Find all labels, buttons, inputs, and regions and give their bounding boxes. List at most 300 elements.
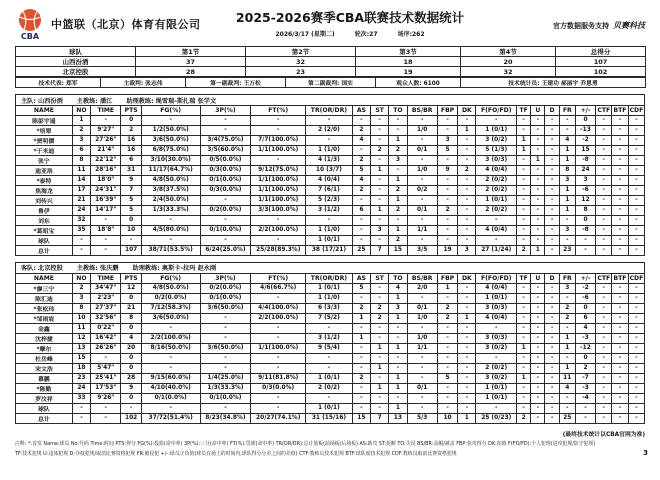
stat-cell: - — [531, 145, 545, 155]
stat-cell: - — [545, 353, 559, 363]
stat-cell: U — [531, 273, 545, 283]
game-number: 场序:262 — [397, 31, 425, 38]
stat-cell: 1 — [389, 135, 407, 145]
stat-cell: 1/0 — [407, 125, 437, 135]
stat-cell: 1/0 — [407, 165, 437, 175]
stat-cell: 北京控股 — [16, 67, 136, 77]
stat-cell: - — [545, 155, 559, 165]
stat-cell: - — [72, 413, 90, 423]
stat-cell: 2 — [559, 313, 575, 323]
stat-cell: - — [612, 205, 628, 215]
stat-cell: - — [612, 185, 628, 195]
stat-cell: - — [545, 393, 559, 403]
stat-cell: 3 (1/2) — [306, 205, 353, 215]
stat-cell: - — [545, 293, 559, 303]
stat-cell: 1 — [517, 373, 531, 383]
stat-cell: - — [407, 155, 437, 165]
stat-cell: - — [407, 195, 437, 205]
stat-cell: 1/1(100.0%) — [251, 145, 306, 155]
stat-cell: 2 (0/2) — [476, 175, 517, 185]
player-row — [16, 235, 645, 245]
stat-cell: 2 — [389, 185, 407, 195]
stat-cell: - — [407, 293, 437, 303]
stat-cell: - — [371, 175, 389, 185]
stat-cell: - — [628, 185, 644, 195]
stat-cell: - — [476, 353, 517, 363]
sponsor — [470, 8, 645, 31]
stat-cell: 1 — [371, 205, 389, 215]
stat-cell: 1/1(100.0%) — [251, 185, 306, 195]
stat-cell: - — [628, 393, 644, 403]
stat-cell: 9/15(60.0%) — [141, 373, 200, 383]
stat-cell: 4 — [352, 135, 370, 145]
stat-cell: -2 — [575, 283, 595, 293]
stat-cell: - — [306, 323, 353, 333]
stat-cell: - — [407, 353, 437, 363]
stat-cell: - — [575, 403, 595, 413]
stat-cell: - — [407, 215, 437, 225]
stat-cell: 23 — [559, 245, 575, 255]
stat-cell: - — [141, 235, 200, 245]
stat-cell: 0 — [121, 363, 141, 373]
stat-cell: 17'53" — [91, 383, 121, 393]
stat-cell: 16 — [121, 135, 141, 145]
stat-cell: - — [545, 313, 559, 323]
stat-cell: 刘传兴 — [16, 195, 73, 205]
stat-cell: - — [407, 115, 437, 125]
stat-cell: 23 — [72, 373, 90, 383]
player-row — [16, 185, 645, 195]
stat-cell: - — [407, 363, 437, 373]
player-row — [16, 215, 645, 225]
stat-cell: - — [306, 215, 353, 225]
stat-cell: - — [306, 353, 353, 363]
stat-cell: - — [407, 393, 437, 403]
stat-cell: - — [476, 323, 517, 333]
stat-cell: - — [458, 293, 476, 303]
player-row — [16, 125, 645, 135]
stat-cell: 1 (1/0) — [306, 145, 353, 155]
stat-cell: - — [559, 403, 575, 413]
stat-cell: *葛昭宝 — [16, 225, 73, 235]
stat-cell: -6 — [575, 185, 595, 195]
stat-cell: 1 — [559, 195, 575, 205]
stat-cell: D — [545, 106, 559, 116]
stat-cell: - — [531, 353, 545, 363]
stat-cell: 1 — [389, 313, 407, 323]
stat-cell: - — [612, 155, 628, 165]
stat-cell: 金鑫 — [16, 323, 73, 333]
stat-cell: 19 — [437, 245, 457, 255]
stat-cell: *邹雨宸 — [16, 313, 73, 323]
player-row — [16, 313, 645, 323]
stat-cell: 7/12(58.3%) — [141, 303, 200, 313]
stat-cell: 2 — [559, 303, 575, 313]
stat-cell: -6 — [575, 293, 595, 303]
stat-cell: - — [596, 393, 612, 403]
stat-cell: - — [517, 195, 531, 205]
stat-cell: - — [371, 373, 389, 383]
stat-cell: - — [531, 413, 545, 423]
stat-cell: 张宁 — [16, 155, 73, 165]
stat-cell: 0/1(0.0%) — [200, 393, 251, 403]
stat-cell: - — [458, 303, 476, 313]
stat-cell: 总得分 — [556, 47, 646, 57]
stat-cell: 2 — [72, 283, 90, 293]
stat-cell: 3/10(30.0%) — [141, 155, 200, 165]
stat-cell: - — [596, 245, 612, 255]
stat-cell: 3 (0/3) — [476, 155, 517, 165]
stat-cell: - — [628, 245, 644, 255]
stat-cell: 4 — [121, 333, 141, 343]
stat-cell: 1 — [559, 333, 575, 343]
stat-cell: - — [628, 125, 644, 135]
stat-cell: 0'22" — [91, 323, 121, 333]
stat-cell: - — [389, 323, 407, 333]
stat-cell: - — [628, 343, 644, 353]
stat-cell: - — [531, 175, 545, 185]
stat-cell: 1 — [458, 125, 476, 135]
stat-cell: 技术代表: 郑军 — [16, 78, 101, 88]
stat-cell: 6/8(75.0%) — [141, 145, 200, 155]
stat-cell: - — [407, 175, 437, 185]
stat-cell: 3 — [72, 135, 90, 145]
score-row — [16, 67, 646, 77]
stat-cell: 1 — [458, 413, 476, 423]
stat-cell: - — [545, 343, 559, 353]
stat-cell: - — [437, 225, 457, 235]
stat-cell: - — [559, 323, 575, 333]
player-row — [16, 343, 645, 353]
stat-cell: ST — [371, 273, 389, 283]
assistant-coaches: 助理教练: 奥斯卡-拉玛 赵永刚 — [132, 265, 217, 273]
stat-cell: - — [628, 175, 644, 185]
stat-cell: AS — [352, 273, 370, 283]
stat-cell: - — [407, 373, 437, 383]
stat-cell: 1 (0/1) — [306, 373, 353, 383]
stat-cell: - — [371, 293, 389, 303]
stat-cell: 杜岳峰 — [16, 353, 73, 363]
stat-cell: 34'47" — [91, 283, 121, 293]
stat-cell: 3/6(50.0%) — [141, 313, 200, 323]
stat-cell: TR(OR/DR) — [306, 106, 353, 116]
stat-cell: - — [596, 155, 612, 165]
stat-cell: 4/6(66.7%) — [251, 283, 306, 293]
player-row — [16, 353, 645, 363]
stat-cell: 技术统计员: 王建功 郝丽宇 乔恩勇 — [461, 78, 646, 88]
stat-cell: - — [612, 225, 628, 235]
stat-cell: - — [612, 383, 628, 393]
stat-cell: - — [371, 155, 389, 165]
stat-cell: - — [545, 245, 559, 255]
stat-cell: 32 — [246, 57, 356, 67]
stat-cell: - — [91, 115, 121, 125]
stat-cell: TF — [517, 273, 531, 283]
stat-cell: 15 — [352, 413, 370, 423]
stat-cell: 2 — [517, 413, 531, 423]
stat-cell: - — [596, 145, 612, 155]
stat-cell: - — [596, 303, 612, 313]
stat-cell: 8 — [72, 303, 90, 313]
stat-cell: 2 — [371, 313, 389, 323]
stat-cell: 31 — [121, 165, 141, 175]
player-row — [16, 135, 645, 145]
score-table — [15, 46, 646, 77]
stat-cell: PTS — [121, 273, 141, 283]
stat-cell: 3/6(50.0%) — [200, 303, 251, 313]
stat-cell: 1 — [389, 383, 407, 393]
stat-cell: 3P(%) — [200, 273, 251, 283]
stat-cell: 陈彭宇遥 — [16, 115, 73, 125]
stat-cell: NO — [72, 106, 90, 116]
stat-cell: - — [596, 125, 612, 135]
stat-cell: 2 — [458, 165, 476, 175]
stat-cell: - — [531, 195, 545, 205]
stat-cell: 12 — [72, 333, 90, 343]
stat-cell: 37 — [136, 57, 246, 67]
stat-cell: 3 — [559, 225, 575, 235]
stat-cell: - — [545, 403, 559, 413]
stat-cell: 1 — [517, 135, 531, 145]
stat-cell: 2 — [517, 245, 531, 255]
stat-cell: - — [612, 235, 628, 245]
stat-cell: 2/2(100.0%) — [251, 225, 306, 235]
score-header-row — [16, 47, 646, 57]
stat-cell: - — [371, 125, 389, 135]
stat-cell: - — [352, 293, 370, 303]
stat-cell: 3 (0/3) — [476, 333, 517, 343]
stat-cell: - — [437, 115, 457, 125]
stat-cell: - — [612, 373, 628, 383]
stat-cell: - — [517, 205, 531, 215]
player-row — [16, 245, 645, 255]
stat-cell: BS/BR — [407, 106, 437, 116]
stat-cell: 0/2 — [407, 185, 437, 195]
stat-cell: 14 — [72, 175, 90, 185]
stat-cell: - — [389, 165, 407, 175]
stat-cell: 2 (0/2) — [476, 363, 517, 373]
stat-cell: - — [628, 353, 644, 363]
stat-cell: - — [371, 235, 389, 245]
stat-cell: 12 — [121, 283, 141, 293]
stat-cell: - — [352, 363, 370, 373]
game-round: 轮次:27 — [354, 31, 378, 38]
stat-cell: - — [371, 135, 389, 145]
stat-cell: - — [531, 383, 545, 393]
stat-cell: - — [458, 235, 476, 245]
stat-cell: - — [531, 393, 545, 403]
stat-cell: 4 (0/4) — [476, 313, 517, 323]
stat-cell: 0/1(0.0%) — [200, 175, 251, 185]
stat-cell: - — [575, 235, 595, 245]
stat-cell: - — [371, 115, 389, 125]
stat-cell: 0/3(0.0%) — [200, 185, 251, 195]
stat-cell: - — [389, 353, 407, 363]
stat-cell: 9/11(81.8%) — [251, 373, 306, 383]
stat-cell: - — [517, 175, 531, 185]
stat-cell: - — [612, 115, 628, 125]
stat-cell: - — [517, 115, 531, 125]
stat-cell: - — [628, 283, 644, 293]
stat-cell: - — [628, 115, 644, 125]
stat-cell: 2 — [371, 303, 389, 313]
stat-cell: TF — [517, 106, 531, 116]
stat-cell: - — [458, 115, 476, 125]
player-row — [16, 373, 645, 383]
stat-cell: 3/3(100.0%) — [251, 205, 306, 215]
stat-cell: - — [559, 115, 575, 125]
stat-cell: - — [476, 403, 517, 413]
stat-cell: 0/2(0.0%) — [200, 283, 251, 293]
stat-cell: - — [458, 373, 476, 383]
legend-line-1: 注释: *:首发 Name:球员 No:号码 Time:时间 PTS:得分 FG(%):投篮(命中率) 3P(%):三分(命中率) FT(%):罚球(命中率) TR(OR/DR):总计篮板(前场板/后场板) AS:助攻 ST:抢断 TO:失误 BS/BR:盖帽/被盖 FBP:快攻得分 DK:扣篮 F(FO/FD):个人犯规(进攻犯规/防守犯规) — [15, 440, 596, 447]
stat-cell: - — [251, 353, 306, 363]
stat-cell: 16 — [121, 145, 141, 155]
stat-cell: 21 — [121, 303, 141, 313]
stat-cell: 鲁伊 — [16, 205, 73, 215]
stat-cell: 观众人数: 6100 — [376, 78, 461, 88]
stat-cell: CDF — [629, 106, 644, 114]
stat-cell: - — [596, 185, 612, 195]
stat-cell: - — [517, 225, 531, 235]
stat-cell: - — [559, 353, 575, 363]
stat-cell: - — [407, 235, 437, 245]
stat-cell: - — [517, 235, 531, 245]
stat-cell: 7 (6/1) — [306, 185, 353, 195]
player-row — [16, 195, 645, 205]
stat-cell: 2/0 — [407, 283, 437, 293]
stat-cell: - — [352, 323, 370, 333]
stat-cell: - — [545, 303, 559, 313]
stat-cell: - — [437, 155, 457, 165]
stat-cell: - — [437, 393, 457, 403]
stat-cell: - — [517, 303, 531, 313]
stat-cell: 3 — [559, 175, 575, 185]
stat-cell: *于米迪 — [16, 145, 73, 155]
stat-cell: 18 — [72, 363, 90, 373]
stat-cell: 0 — [121, 323, 141, 333]
stat-cell: - — [200, 353, 251, 363]
player-row — [16, 225, 645, 235]
stat-cell: 23 — [246, 67, 356, 77]
stat-cell: 5 — [352, 283, 370, 293]
stat-cell: - — [437, 343, 457, 353]
stat-cell: *廖三宁 — [16, 283, 73, 293]
cba-logo-icon — [15, 8, 45, 40]
stat-cell: 22'12" — [91, 155, 121, 165]
stat-cell: - — [517, 185, 531, 195]
stat-cell: - — [628, 155, 644, 165]
stat-cell: - — [352, 115, 370, 125]
stat-cell: 慕鹏 — [16, 373, 73, 383]
stat-cell: - — [531, 293, 545, 303]
stat-cell: - — [371, 283, 389, 293]
stat-cell: - — [517, 283, 531, 293]
stat-cell: - — [531, 333, 545, 343]
header-center — [230, 8, 470, 38]
stat-cell: - — [612, 165, 628, 175]
stat-cell: PTS — [121, 106, 141, 116]
stat-cell: - — [141, 215, 200, 225]
stat-cell: - — [458, 215, 476, 225]
stat-cell: 20 — [121, 343, 141, 353]
stat-cell: 0/1 — [407, 303, 437, 313]
stat-cell: 罗汶祥 — [16, 393, 73, 403]
stat-cell: 2 — [352, 155, 370, 165]
stat-cell: 2 — [437, 205, 457, 215]
stat-cell: 10 — [121, 225, 141, 235]
stat-cell: - — [72, 235, 90, 245]
stat-cell: -8 — [575, 225, 595, 235]
stat-cell: 2 — [389, 235, 407, 245]
stat-cell: 0 — [121, 293, 141, 303]
stat-cell: - — [545, 135, 559, 145]
player-row — [16, 283, 645, 293]
stat-cell: 3 — [72, 293, 90, 303]
stat-cell: 10 — [437, 413, 457, 423]
stat-cell: - — [389, 115, 407, 125]
stat-cell: 0 — [575, 303, 595, 313]
stat-cell: 9 — [121, 383, 141, 393]
stat-cell: FBP — [437, 273, 457, 283]
stat-cell: - — [545, 175, 559, 185]
stat-cell: - — [628, 235, 644, 245]
stat-cell: 第4节 — [461, 47, 556, 57]
stat-cell: - — [628, 205, 644, 215]
stat-cell: ST — [371, 106, 389, 116]
stat-cell: 2 — [352, 303, 370, 313]
stat-cell: - — [200, 115, 251, 125]
stat-cell: - — [545, 165, 559, 175]
stat-cell: 2 (2/0) — [306, 125, 353, 135]
stat-cell: - — [596, 333, 612, 343]
stat-cell: - — [596, 293, 612, 303]
stat-cell: 3/5(60.0%) — [200, 145, 251, 155]
stat-cell: - — [517, 155, 531, 165]
stat-cell: 1 (1/0) — [306, 225, 353, 235]
stat-cell: 4 (0/4) — [476, 225, 517, 235]
stat-cell: 31 (15/16) — [306, 413, 353, 423]
stat-cell: 3 (0/2) — [476, 373, 517, 383]
stat-cell: - — [531, 303, 545, 313]
stat-cell: 2'23" — [91, 293, 121, 303]
stat-cell: +/- — [575, 106, 595, 116]
stat-cell: 27 (1/24) — [476, 245, 517, 255]
stat-cell: 8 — [72, 155, 90, 165]
stat-cell: - — [531, 215, 545, 225]
stat-cell: - — [371, 195, 389, 205]
stat-cell: F(FO/FD) — [476, 106, 517, 116]
stat-cell: 5 — [352, 165, 370, 175]
stat-cell: - — [352, 145, 370, 155]
score-row — [16, 57, 646, 67]
stat-cell: 32'56" — [91, 313, 121, 323]
stat-cell: 4 (0/4) — [476, 283, 517, 293]
stat-cell: U — [531, 106, 545, 116]
stat-cell: 1 — [531, 245, 545, 255]
stat-cell: 9 — [437, 165, 457, 175]
stat-cell: *贾明儒 — [16, 135, 73, 145]
stat-cell: 3 — [458, 245, 476, 255]
stat-cell: - — [628, 333, 644, 343]
stat-cell: 2/2(100.0%) — [251, 313, 306, 323]
stat-cell: 6 — [72, 145, 90, 155]
stat-cell: - — [628, 135, 644, 145]
stat-cell: 1 — [371, 383, 389, 393]
stat-cell: DK — [458, 273, 476, 283]
game-date: 2026/3/17 (星期二) — [275, 31, 335, 38]
stat-cell: - — [458, 363, 476, 373]
